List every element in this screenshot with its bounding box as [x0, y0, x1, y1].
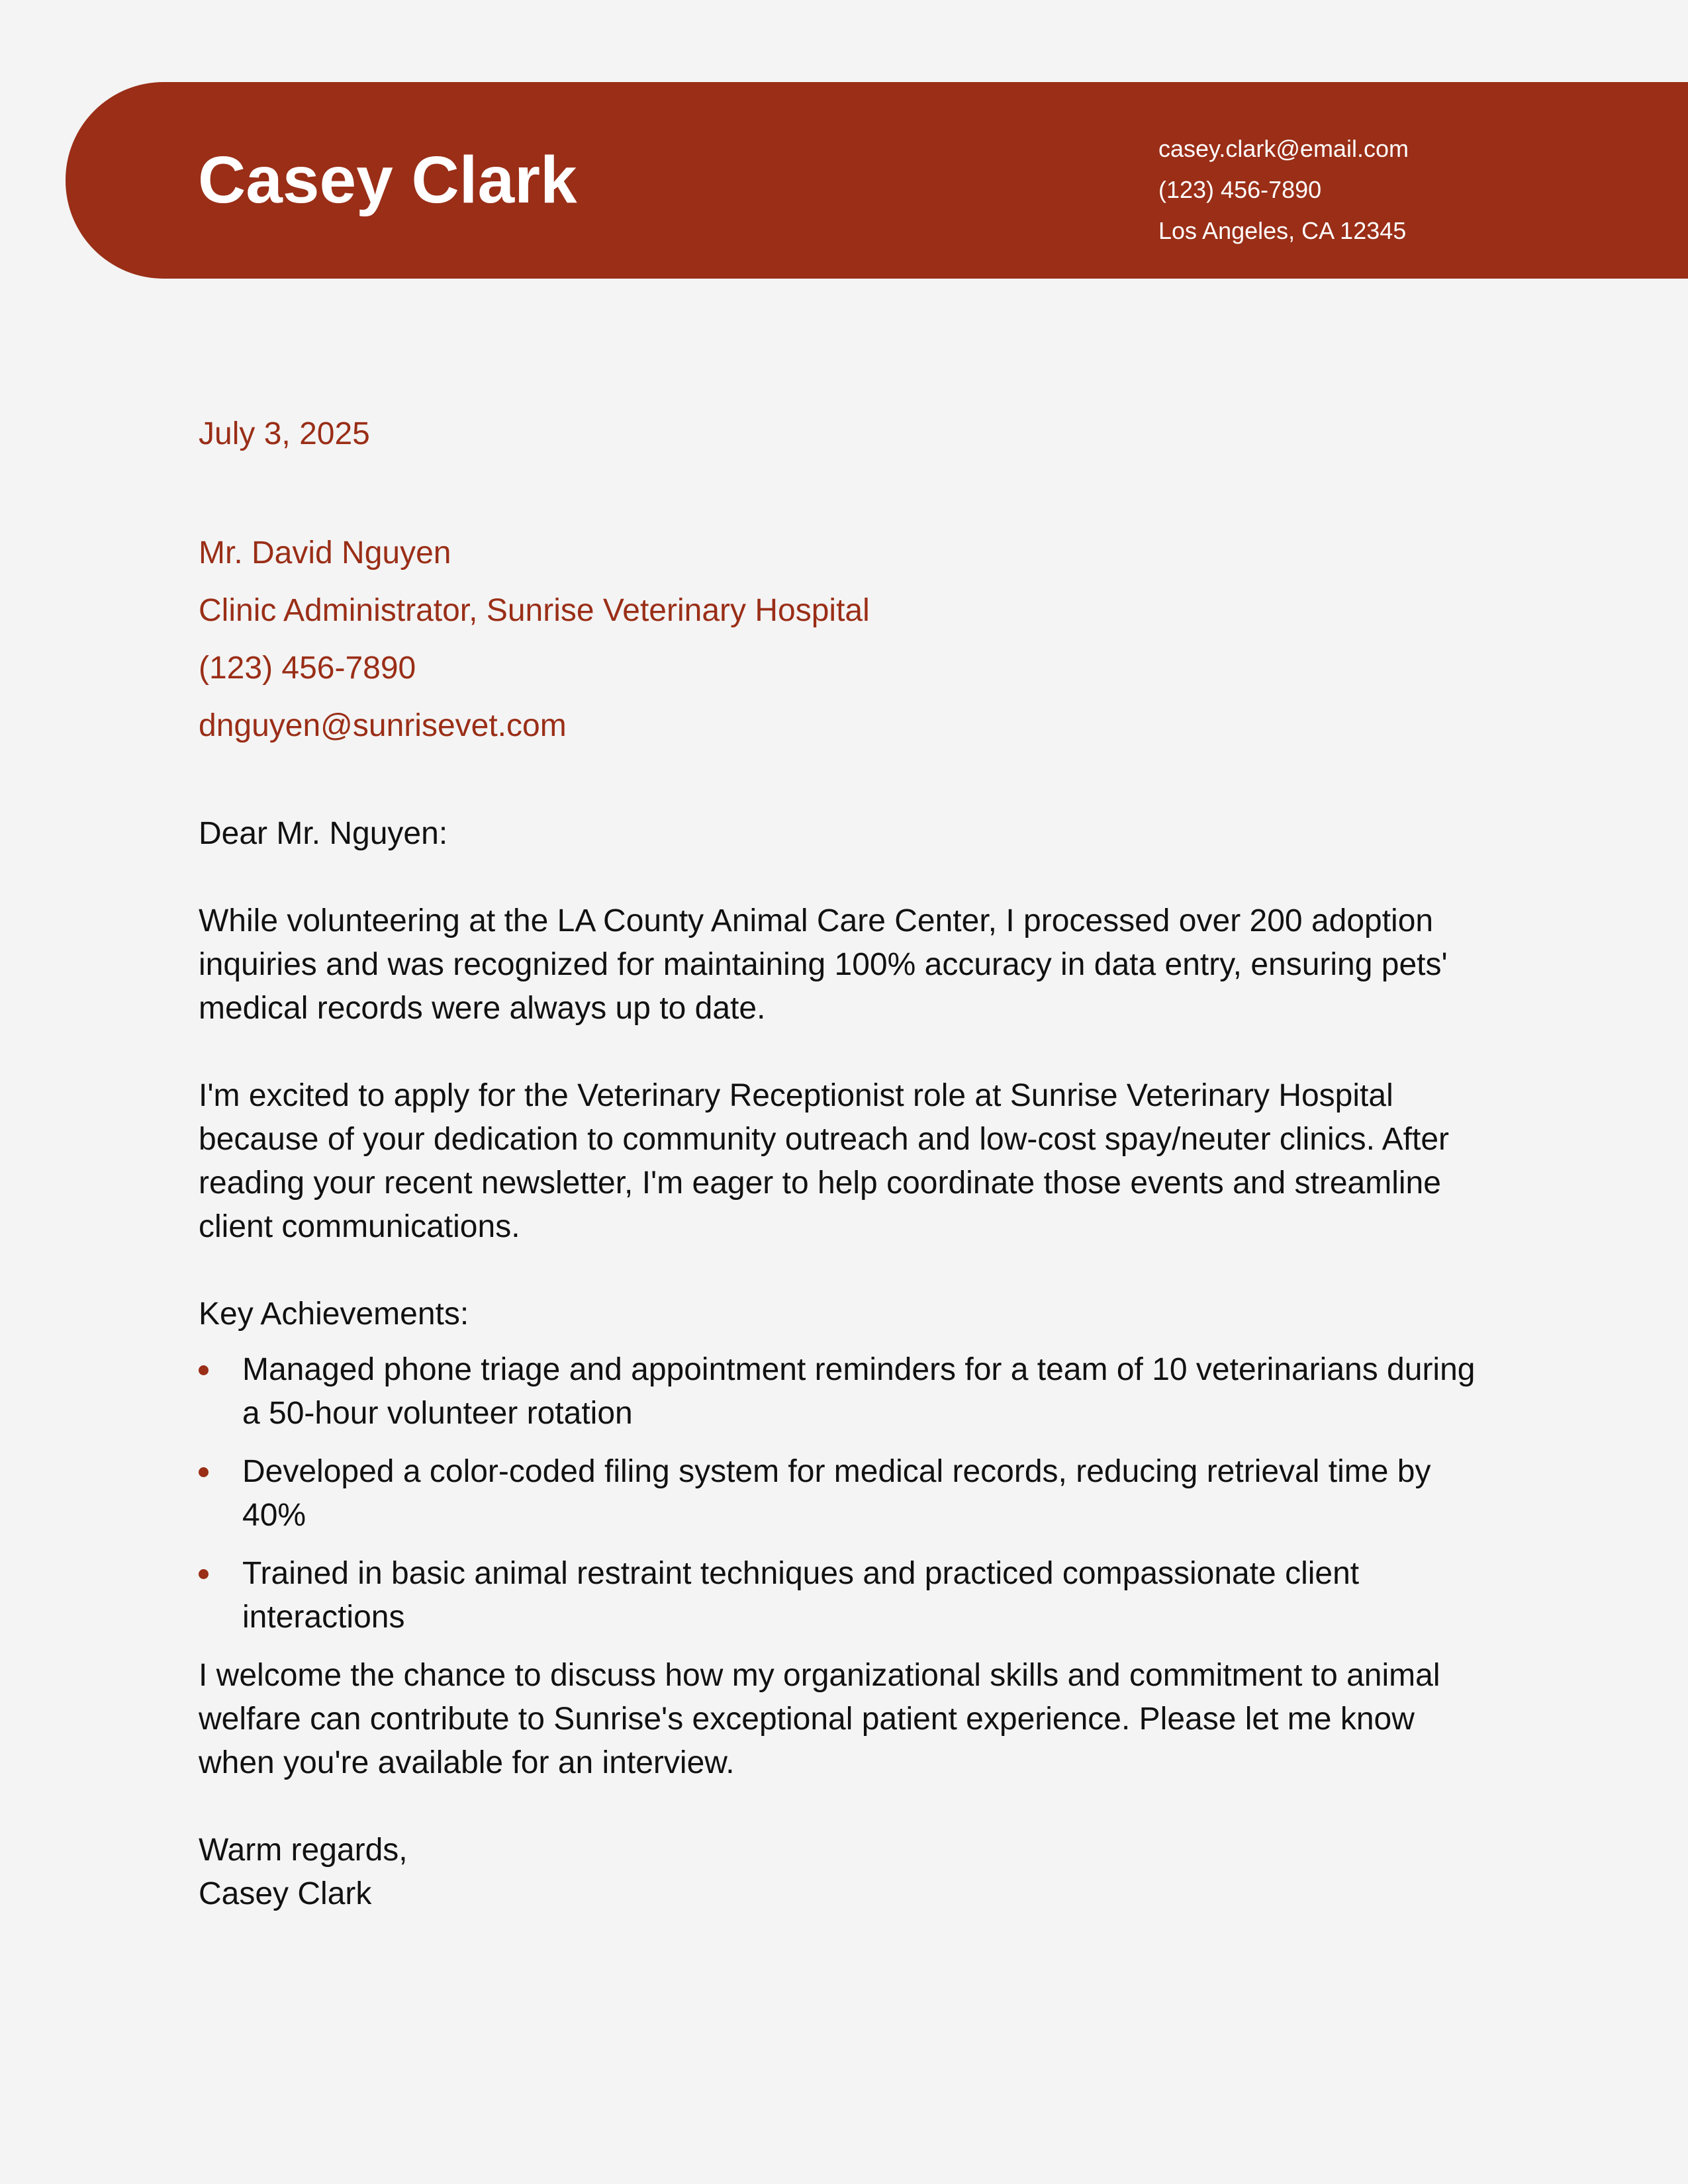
achievements-list [199, 1348, 1496, 1639]
sender-phone: (123) 456-7890 [1158, 176, 1322, 203]
letter-date: July 3, 2025 [199, 416, 370, 451]
recipient-name: Mr. David Nguyen [199, 535, 451, 570]
recipient-block [199, 524, 870, 754]
sender-contact [1158, 128, 1409, 251]
achievement-item [199, 1552, 1496, 1639]
closing: Warm regards, [199, 1833, 408, 1868]
achievements-heading: Key Achievements: [199, 1297, 469, 1332]
recipient-email: dnguyen@sunrisevet.com [199, 708, 567, 743]
sender-email: casey.clark@email.com [1158, 135, 1409, 162]
sender-location: Los Angeles, CA 12345 [1158, 217, 1407, 244]
achievement-item [199, 1450, 1496, 1537]
achievement-item [199, 1348, 1496, 1435]
bullet-icon [199, 1365, 209, 1375]
recipient-title-org: Clinic Administrator, Sunrise Veterinary Hospital [199, 593, 870, 628]
letter-body [199, 812, 1496, 1916]
salutation: Dear Mr. Nguyen: [199, 816, 448, 851]
signature: Casey Clark [199, 1876, 372, 1911]
achievement-text: Trained in basic animal restraint techniques and practiced compassionate client interactions [242, 1556, 1360, 1635]
body-paragraph: I'm excited to apply for the Veterinary Receptionist role at Sunrise Veterinary Hospital because of your dedication to community outreach and low-cost spay/neuter clinics. After reading your recent newsletter, I'm eager to help coordinate those events and streamline client communications. [199, 1078, 1449, 1244]
bullet-icon [199, 1467, 209, 1477]
signoff [199, 1829, 1496, 1916]
sender-name: Casey Clark [198, 143, 577, 217]
closing-paragraph: I welcome the chance to discuss how my organizational skills and commitment to animal welfare can contribute to Sunrise's exceptional patient experience. Please let me know when you're available for an interview. [199, 1658, 1440, 1780]
achievement-text: Managed phone triage and appointment reminders for a team of 10 veterinarians during a 50-hour volunteer rotation [242, 1352, 1476, 1431]
bullet-icon [199, 1569, 209, 1579]
header-band [66, 82, 1688, 279]
achievement-text: Developed a color-coded filing system for medical records, reducing retrieval time by 40% [242, 1454, 1431, 1533]
recipient-phone: (123) 456-7890 [199, 651, 416, 686]
body-paragraph: While volunteering at the LA County Animal Care Center, I processed over 200 adoption inquiries and was recognized for maintaining 100% accuracy in data entry, ensuring pets' medical records were always up to date. [199, 903, 1448, 1026]
